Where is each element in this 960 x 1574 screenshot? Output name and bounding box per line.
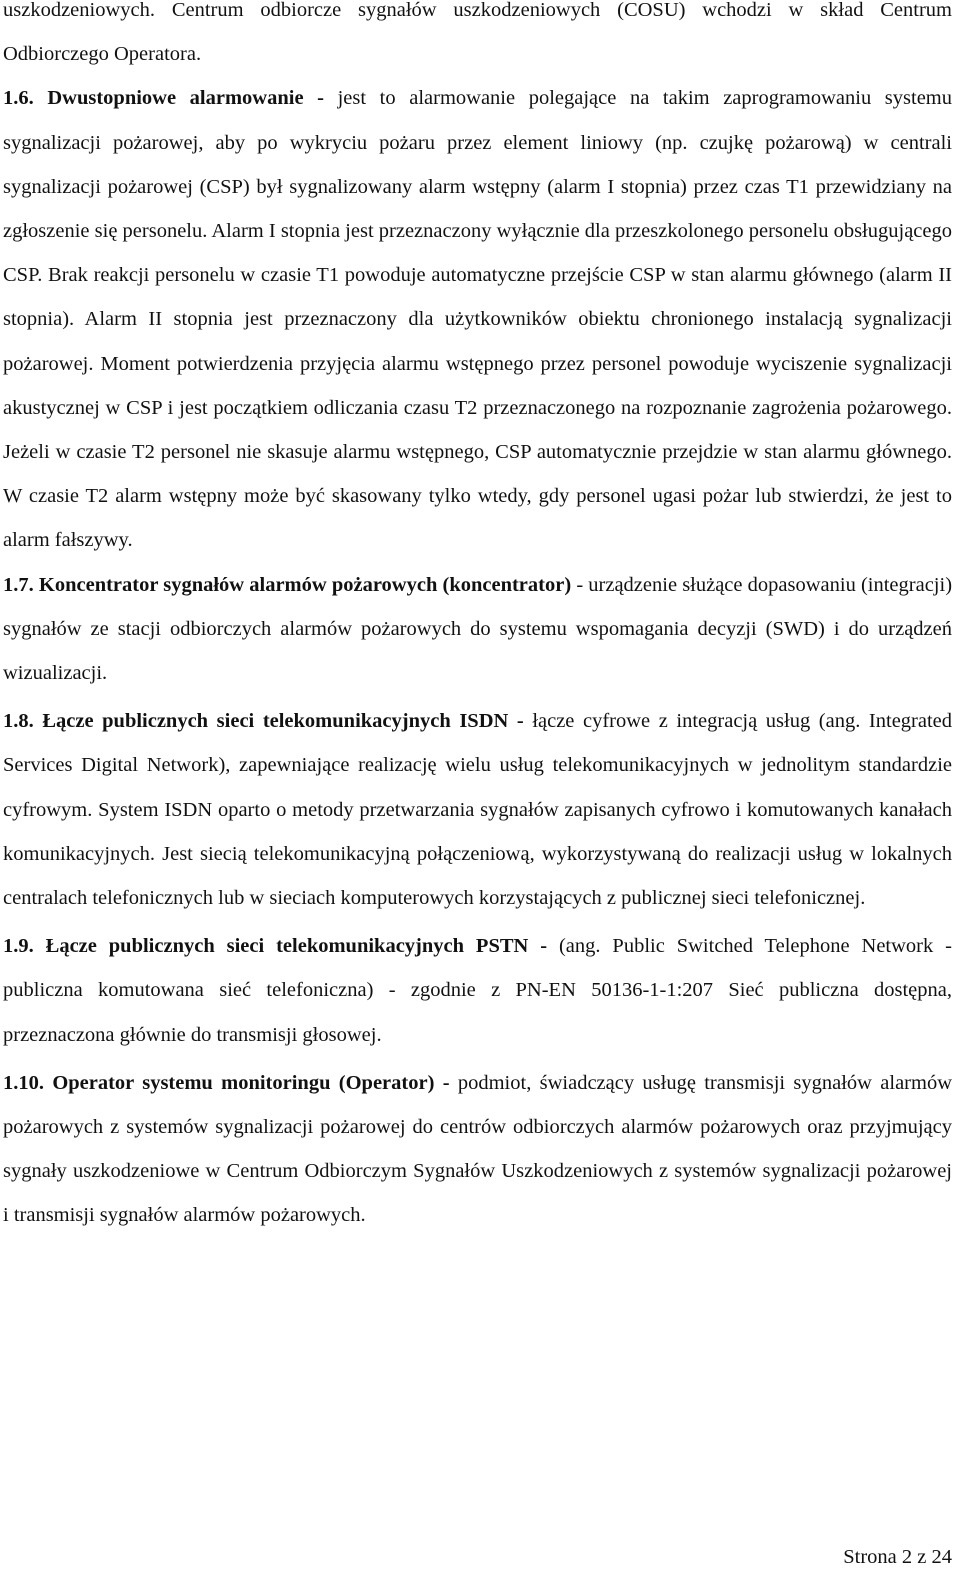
section-number: 1.10. bbox=[3, 1071, 44, 1094]
paragraph-text: jest to alarmowanie polegające na takim zaprogramowaniu systemu sygnalizacji pożarowej, aby po wykryciu pożaru przez element liniowy (np. czujkę pożarową) w centrali sygnalizacji pożarowej (CSP) był sygnalizowany alarm wstępny (alarm I stopnia) przez czas T1 przewidziany na zgłoszenie się personelu. Alarm I stopnia jest przeznaczony wyłącznie dla przeszkolonego personelu obsługującego CSP. Brak reakcji personelu w czasie T1 powoduje automatyczne przejście CSP w stan alarmu głównego (alarm II stopnia). Alarm II stopnia jest przeznaczony dla użytkowników obiektu chronionego instalacją sygnalizacji pożarowej. Moment potwierdzenia przyjęcia alarmu wstępnego przez personel powoduje wyciszenie sygnalizacji akustycznej w CSP i jest początkiem odliczania czasu T2 przeznaczonego na rozpoznanie zagrożenia pożarowego. Jeżeli w czasie T2 personel nie skasuje alarmu wstępnego, CSP automatycznie przejdzie w stan alarmu głównego. W czasie T2 alarm wstępny może być skasowany tylko wtedy, gdy personel ugasi pożar lub stwierdzi, że jest to alarm fałszywy. bbox=[3, 87, 953, 552]
section-number: 1.6. bbox=[3, 87, 34, 110]
defined-term: Dwustopniowe alarmowanie - bbox=[47, 87, 324, 110]
paragraph-text: - urządzenie służące dopasowaniu (integracji) sygnałów ze stacji odbiorczych alarmów pożarowych do systemu wspomagania decyzji (SWD) i do urządzeń wizualizacji. bbox=[3, 573, 953, 685]
section-number: 1.7. bbox=[3, 573, 34, 596]
paragraph-text: podmiot, świadczący usługę transmisji sygnałów alarmów pożarowych z systemów sygnalizacji pożarowej do centrów odbiorczych alarmów pożarowych oraz przyjmujący sygnały uszkodzeniowe w Centrum Odbiorczym Sygnałów Uszkodzeniowych z systemów sygnalizacji pożarowej i transmisji sygnałów alarmów pożarowych. bbox=[3, 1071, 952, 1227]
page-number-footer bbox=[843, 1542, 952, 1572]
paragraph-1-8 bbox=[3, 699, 952, 920]
paragraph-text: (ang. Public Switched Telephone Network - publiczna komutowana sieć telefoniczna) - zgodnie z PN-EN 50136-1-1:207 Sieć publiczna dostępna, przeznaczona głównie do transmisji głosowej. bbox=[3, 935, 952, 1046]
paragraph-1-6 bbox=[3, 76, 952, 562]
paragraph-text: łącze cyfrowe z integracją usług (ang. Integrated Services Digital Network), zapewniające realizację wielu usług telekomunikacyjnych w jednolitym standardzie cyfrowym. System ISDN oparto o metody przetwarzania sygnałów zapisanych cyfrowo i komutowanych kanałach komunikacyjnych. Jest siecią telekomunikacyjną połączeniową, wykorzystywaną do realizacji usług w lokalnych centralach telefonicznych lub w sieciach komputerowych korzystających z publicznej sieci telefonicznej. bbox=[3, 710, 953, 910]
defined-term: Koncentrator sygnałów alarmów pożarowych (koncentrator) bbox=[38, 573, 572, 596]
defined-term: Łącze publicznych sieci telekomunikacyjnych PSTN - bbox=[45, 935, 548, 958]
defined-term: Łącze publicznych sieci telekomunikacyjnych ISDN - bbox=[42, 710, 524, 733]
paragraph-text: uszkodzeniowych. Centrum odbiorcze sygnałów uszkodzeniowych (COSU) wchodzi w skład Centrum Odbiorczego Operatora. bbox=[3, 0, 952, 66]
paragraph-intro-continuation bbox=[3, 0, 952, 76]
paragraph-1-10 bbox=[3, 1061, 952, 1238]
defined-term: Operator systemu monitoringu (Operator) - bbox=[52, 1071, 450, 1094]
section-number: 1.8. bbox=[3, 710, 34, 733]
page-number-label: Strona 2 z 24 bbox=[843, 1546, 952, 1568]
paragraph-1-7 bbox=[3, 563, 952, 696]
paragraph-1-9 bbox=[3, 924, 952, 1057]
section-number: 1.9. bbox=[3, 935, 34, 958]
